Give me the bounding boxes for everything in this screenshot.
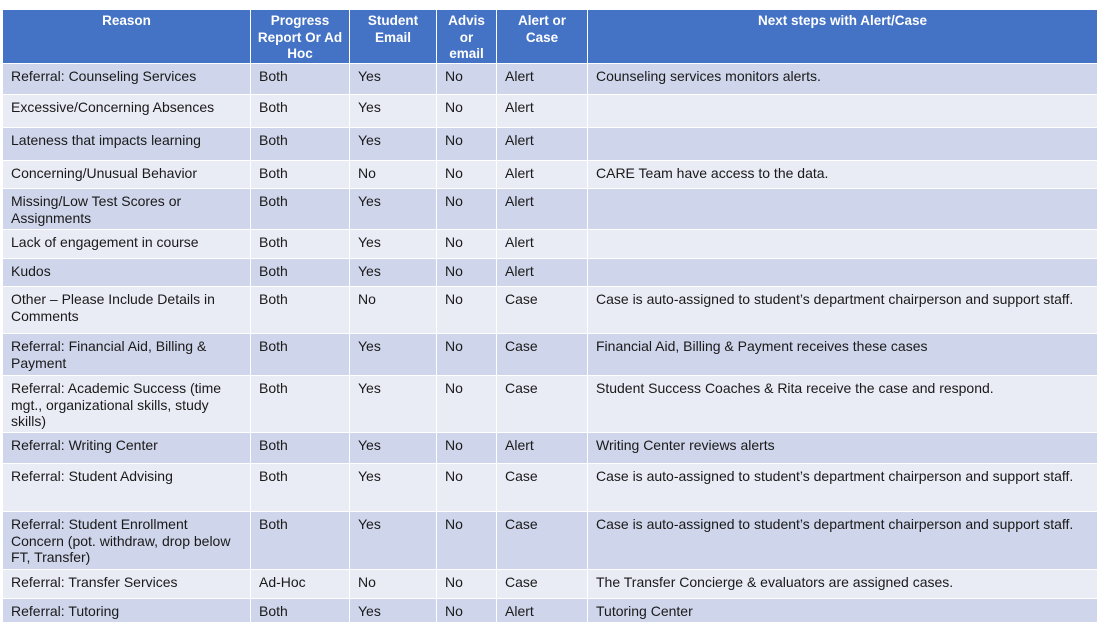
cell-reason: Kudos	[3, 259, 251, 287]
cell-reason: Referral: Financial Aid, Billing & Payment	[3, 334, 251, 376]
cell-student-email: Yes	[350, 433, 437, 464]
cell-advisor-email: No	[437, 376, 497, 433]
cell-alert-case: Case	[497, 512, 588, 570]
table-row	[3, 334, 1097, 376]
column-header-alert-case: Alert or Case	[497, 10, 588, 64]
cell-reason: Referral: Student Advising	[3, 464, 251, 512]
cell-alert-case: Alert	[497, 95, 588, 128]
cell-advisor-email: No	[437, 599, 497, 622]
cell-progress: Both	[251, 433, 350, 464]
cell-advisor-email: No	[437, 287, 497, 334]
cell-reason: Lateness that impacts learning	[3, 128, 251, 161]
cell-progress: Both	[251, 259, 350, 287]
table-row	[3, 259, 1097, 287]
cell-alert-case: Case	[497, 287, 588, 334]
cell-next-steps	[588, 189, 1097, 230]
cell-advisor-email: No	[437, 259, 497, 287]
table-row	[3, 230, 1097, 259]
cell-student-email: No	[350, 287, 437, 334]
cell-reason: Excessive/Concerning Absences	[3, 95, 251, 128]
cell-student-email: Yes	[350, 128, 437, 161]
cell-advisor-email: No	[437, 189, 497, 230]
cell-advisor-email: No	[437, 334, 497, 376]
table-row	[3, 570, 1097, 599]
cell-reason: Referral: Writing Center	[3, 433, 251, 464]
table-row	[3, 64, 1097, 95]
header-row	[3, 10, 1097, 64]
cell-alert-case: Alert	[497, 128, 588, 161]
cell-progress: Both	[251, 376, 350, 433]
column-header-reason: Reason	[3, 10, 251, 64]
cell-student-email: No	[350, 570, 437, 599]
cell-alert-case: Case	[497, 376, 588, 433]
cell-student-email: Yes	[350, 599, 437, 622]
table-row	[3, 599, 1097, 622]
cell-next-steps: Case is auto-assigned to student’s department chairperson and support staff.	[588, 512, 1097, 570]
cell-student-email: Yes	[350, 259, 437, 287]
cell-student-email: Yes	[350, 376, 437, 433]
cell-alert-case: Alert	[497, 599, 588, 622]
cell-progress: Both	[251, 334, 350, 376]
table-row	[3, 161, 1097, 189]
cell-reason: Referral: Academic Success (time mgt., organizational skills, study skills)	[3, 376, 251, 433]
cell-advisor-email: No	[437, 433, 497, 464]
cell-advisor-email: No	[437, 570, 497, 599]
table-row	[3, 376, 1097, 433]
cell-progress: Both	[251, 128, 350, 161]
referral-table-container	[2, 9, 1097, 622]
cell-advisor-email: No	[437, 464, 497, 512]
table-row	[3, 95, 1097, 128]
cell-alert-case: Alert	[497, 433, 588, 464]
cell-student-email: No	[350, 161, 437, 189]
table-row	[3, 189, 1097, 230]
cell-next-steps	[588, 259, 1097, 287]
cell-advisor-email: No	[437, 95, 497, 128]
cell-progress: Both	[251, 189, 350, 230]
cell-alert-case: Case	[497, 334, 588, 376]
cell-alert-case: Alert	[497, 259, 588, 287]
cell-progress: Both	[251, 464, 350, 512]
cell-alert-case: Case	[497, 570, 588, 599]
cell-progress: Both	[251, 95, 350, 128]
column-header-next-steps: Next steps with Alert/Case	[588, 10, 1097, 64]
cell-reason: Missing/Low Test Scores or Assignments	[3, 189, 251, 230]
cell-next-steps: Counseling services monitors alerts.	[588, 64, 1097, 95]
cell-reason: Referral: Transfer Services	[3, 570, 251, 599]
cell-progress: Both	[251, 161, 350, 189]
cell-next-steps	[588, 230, 1097, 259]
cell-next-steps: Case is auto-assigned to student’s department chairperson and support staff.	[588, 464, 1097, 512]
cell-next-steps	[588, 95, 1097, 128]
cell-progress: Both	[251, 287, 350, 334]
cell-progress: Both	[251, 512, 350, 570]
cell-student-email: Yes	[350, 64, 437, 95]
cell-reason: Lack of engagement in course	[3, 230, 251, 259]
cell-next-steps	[588, 128, 1097, 161]
cell-progress: Ad-Hoc	[251, 570, 350, 599]
table-row	[3, 287, 1097, 334]
cell-next-steps: Financial Aid, Billing & Payment receives these cases	[588, 334, 1097, 376]
cell-alert-case: Alert	[497, 161, 588, 189]
cell-alert-case: Alert	[497, 64, 588, 95]
cell-student-email: Yes	[350, 464, 437, 512]
table-row	[3, 433, 1097, 464]
cell-student-email: Yes	[350, 230, 437, 259]
cell-next-steps: Tutoring Center	[588, 599, 1097, 622]
cell-reason: Concerning/Unusual Behavior	[3, 161, 251, 189]
cell-advisor-email: No	[437, 230, 497, 259]
cell-alert-case: Case	[497, 464, 588, 512]
cell-progress: Both	[251, 599, 350, 622]
cell-next-steps: Case is auto-assigned to student’s department chairperson and support staff.	[588, 287, 1097, 334]
cell-reason: Referral: Counseling Services	[3, 64, 251, 95]
table-row	[3, 128, 1097, 161]
cell-student-email: Yes	[350, 512, 437, 570]
column-header-advisor-email: Advis or email	[437, 10, 497, 64]
referral-table	[2, 9, 1097, 622]
cell-reason: Other – Please Include Details in Comments	[3, 287, 251, 334]
cell-alert-case: Alert	[497, 189, 588, 230]
cell-next-steps: Student Success Coaches & Rita receive the case and respond.	[588, 376, 1097, 433]
table-row	[3, 512, 1097, 570]
column-header-progress: Progress Report Or Ad Hoc	[251, 10, 350, 64]
column-header-student-email: Student Email	[350, 10, 437, 64]
cell-reason: Referral: Tutoring	[3, 599, 251, 622]
cell-advisor-email: No	[437, 64, 497, 95]
cell-student-email: Yes	[350, 95, 437, 128]
cell-next-steps: Writing Center reviews alerts	[588, 433, 1097, 464]
cell-student-email: Yes	[350, 189, 437, 230]
table-row	[3, 464, 1097, 512]
cell-next-steps: CARE Team have access to the data.	[588, 161, 1097, 189]
cell-next-steps: The Transfer Concierge & evaluators are assigned cases.	[588, 570, 1097, 599]
cell-advisor-email: No	[437, 512, 497, 570]
cell-student-email: Yes	[350, 334, 437, 376]
cell-advisor-email: No	[437, 161, 497, 189]
cell-reason: Referral: Student Enrollment Concern (pot. withdraw, drop below FT, Transfer)	[3, 512, 251, 570]
cell-progress: Both	[251, 64, 350, 95]
cell-alert-case: Alert	[497, 230, 588, 259]
cell-progress: Both	[251, 230, 350, 259]
cell-advisor-email: No	[437, 128, 497, 161]
